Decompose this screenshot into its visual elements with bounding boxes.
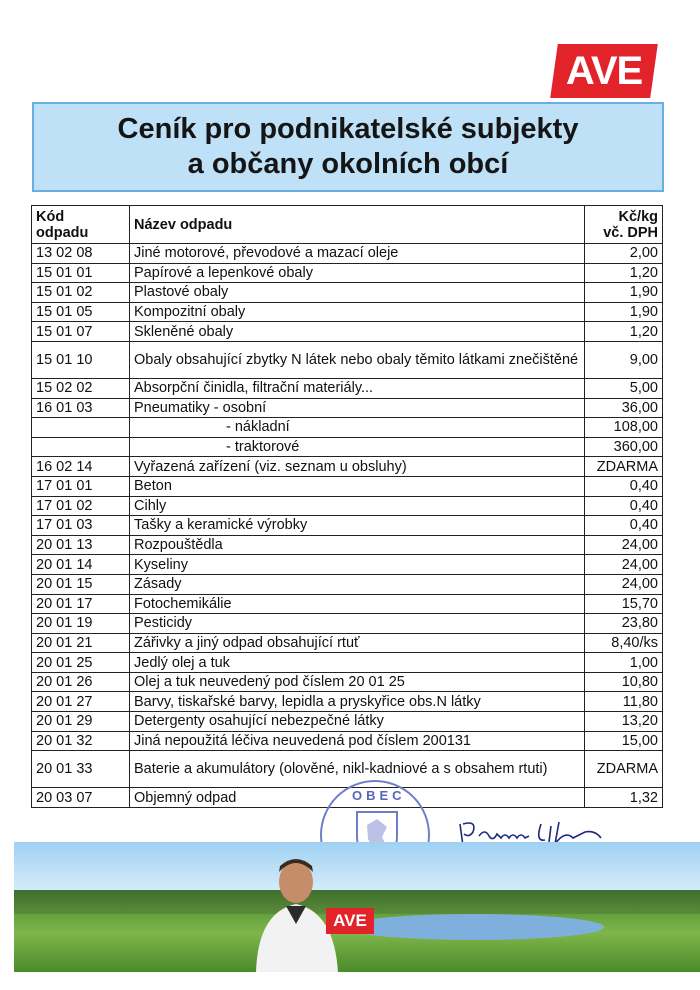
waste-code: 16 01 03 [32, 398, 130, 418]
waste-code: 20 01 26 [32, 672, 130, 692]
waste-code: 15 01 10 [32, 341, 130, 378]
waste-name: Detergenty osahující nebezpečné látky [130, 712, 585, 732]
waste-code: 20 01 17 [32, 594, 130, 614]
waste-price: ZDARMA [585, 751, 663, 788]
table-header-row [32, 206, 663, 244]
waste-name: Pneumatiky - osobní [130, 398, 585, 418]
waste-price: 36,00 [585, 398, 663, 418]
header-code-line2: odpadu [36, 224, 89, 241]
table-row [32, 594, 663, 614]
waste-code: 17 01 03 [32, 516, 130, 536]
waste-name: Plastové obaly [130, 283, 585, 303]
header-price-line2: vč. DPH [603, 224, 658, 241]
waste-price: 108,00 [585, 418, 663, 438]
waste-code: 20 01 33 [32, 751, 130, 788]
waste-price: 1,20 [585, 322, 663, 342]
waste-code: 20 01 15 [32, 574, 130, 594]
waste-price: 1,90 [585, 302, 663, 322]
waste-name: Fotochemikálie [130, 594, 585, 614]
waste-price: 1,32 [585, 788, 663, 808]
waste-name: Kompozitní obaly [130, 302, 585, 322]
waste-price: 1,90 [585, 283, 663, 303]
waste-name: Rozpouštědla [130, 535, 585, 555]
waste-name: Skleněné obaly [130, 322, 585, 342]
header-price-line1: Kč/kg [618, 208, 658, 225]
waste-name: - traktorové [130, 437, 585, 457]
waste-code [32, 418, 130, 438]
waste-name: Jiné motorové, převodové a mazací oleje [130, 244, 585, 264]
waste-price: 0,40 [585, 516, 663, 536]
river [344, 914, 604, 940]
waste-name: Cihly [130, 496, 585, 516]
waste-name: Papírové a lepenkové obaly [130, 263, 585, 283]
waste-name: Baterie a akumulátory (olověné, nikl-kadniové a s obsahem rtuti) [130, 751, 585, 788]
waste-code: 20 01 25 [32, 653, 130, 673]
table-row [32, 476, 663, 496]
table-row [32, 653, 663, 673]
waste-code: 20 03 07 [32, 788, 130, 808]
waste-code: 17 01 01 [32, 476, 130, 496]
waste-code: 20 01 14 [32, 555, 130, 575]
table-row [32, 322, 663, 342]
waste-name: Vyřazená zařízení (viz. seznam u obsluhy) [130, 457, 585, 477]
waste-price: 24,00 [585, 574, 663, 594]
waste-name: Pesticidy [130, 614, 585, 634]
waste-code [32, 437, 130, 457]
waste-code: 20 01 29 [32, 712, 130, 732]
title-line-1: Ceník pro podnikatelské subjekty [117, 113, 579, 145]
table-row [32, 712, 663, 732]
header-code [32, 206, 130, 244]
table-row [32, 692, 663, 712]
table-row [32, 731, 663, 751]
waste-price: 2,00 [585, 244, 663, 264]
table-row [32, 457, 663, 477]
table-row [32, 302, 663, 322]
waste-code: 15 01 07 [32, 322, 130, 342]
waste-price: 15,70 [585, 594, 663, 614]
table-row [32, 263, 663, 283]
waste-name: Jedlý olej a tuk [130, 653, 585, 673]
waste-name: Olej a tuk neuvedený pod číslem 20 01 25 [130, 672, 585, 692]
ave-logo [550, 44, 658, 98]
waste-price: 10,80 [585, 672, 663, 692]
table-row [32, 283, 663, 303]
table-row [32, 614, 663, 634]
waste-name: Zásady [130, 574, 585, 594]
waste-code: 17 01 02 [32, 496, 130, 516]
waste-name: Zářivky a jiný odpad obsahující rtuť [130, 633, 585, 653]
waste-price: 24,00 [585, 535, 663, 555]
waste-price: 5,00 [585, 378, 663, 398]
header-name: Název odpadu [130, 206, 585, 244]
waste-code: 20 01 21 [32, 633, 130, 653]
waste-price: 24,00 [585, 555, 663, 575]
waste-price: 11,80 [585, 692, 663, 712]
table-row [32, 437, 663, 457]
table-row [32, 574, 663, 594]
waste-price: 360,00 [585, 437, 663, 457]
waste-code: 20 01 13 [32, 535, 130, 555]
waste-name: Objemný odpad [130, 788, 585, 808]
banner-logo: AVE [326, 908, 374, 934]
waste-name: Absorpční činidla, filtrační materiály... [130, 378, 585, 398]
waste-name: Tašky a keramické výrobky [130, 516, 585, 536]
waste-code: 13 02 08 [32, 244, 130, 264]
price-table [31, 205, 663, 808]
table-row [32, 378, 663, 398]
table-row [32, 496, 663, 516]
waste-price: 0,40 [585, 476, 663, 496]
advertising-banner [14, 842, 700, 972]
table-row [32, 535, 663, 555]
waste-code: 20 01 19 [32, 614, 130, 634]
title-line-2: a občany okolních obcí [187, 148, 509, 180]
stamp-top-text: OBEC [352, 788, 406, 803]
waste-code: 16 02 14 [32, 457, 130, 477]
header-code-line1: Kód [36, 208, 65, 225]
waste-code: 15 01 01 [32, 263, 130, 283]
table-row [32, 633, 663, 653]
waste-name: - nákladní [130, 418, 585, 438]
waste-price: 23,80 [585, 614, 663, 634]
waste-name: Beton [130, 476, 585, 496]
waste-code: 15 01 05 [32, 302, 130, 322]
table-row [32, 672, 663, 692]
ave-logo-text: AVE [565, 48, 643, 93]
table-row [32, 516, 663, 536]
waste-price: 8,40/ks [585, 633, 663, 653]
waste-price: 1,00 [585, 653, 663, 673]
page-title [32, 102, 664, 192]
waste-name: Obaly obsahující zbytky N látek nebo obaly těmito látkami znečištěné [130, 341, 585, 378]
table-row [32, 418, 663, 438]
waste-price: 15,00 [585, 731, 663, 751]
waste-price: 1,20 [585, 263, 663, 283]
table-row [32, 555, 663, 575]
table-row [32, 244, 663, 264]
waste-code: 15 02 02 [32, 378, 130, 398]
table-row [32, 341, 663, 378]
waste-price: ZDARMA [585, 457, 663, 477]
waste-name: Jiná nepoužitá léčiva neuvedená pod číslem 200131 [130, 731, 585, 751]
table-row [32, 398, 663, 418]
waste-code: 20 01 32 [32, 731, 130, 751]
header-price [585, 206, 663, 244]
table-row [32, 751, 663, 788]
waste-price: 0,40 [585, 496, 663, 516]
waste-code: 20 01 27 [32, 692, 130, 712]
waste-name: Barvy, tiskařské barvy, lepidla a pryskyřice obs.N látky [130, 692, 585, 712]
waste-price: 9,00 [585, 341, 663, 378]
waste-price: 13,20 [585, 712, 663, 732]
waste-name: Kyseliny [130, 555, 585, 575]
waste-code: 15 01 02 [32, 283, 130, 303]
